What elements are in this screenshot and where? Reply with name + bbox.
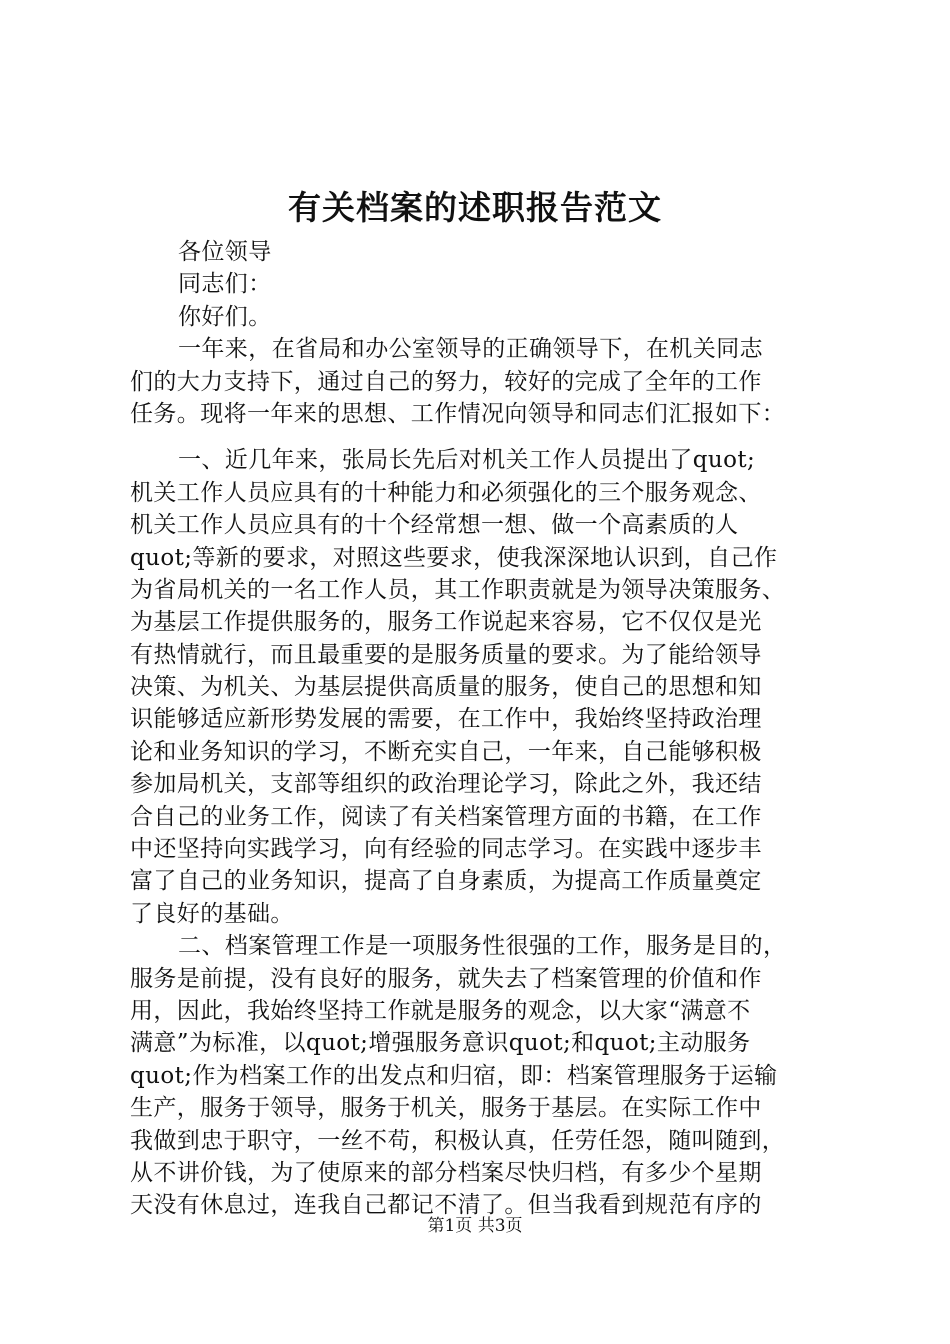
- section-one-line: quot;等新的要求，对照这些要求，使我深深地认识到，自己作: [130, 544, 778, 571]
- section-one-line: 为基层工作提供服务的，服务工作说起来容易，它不仅仅是光: [130, 609, 762, 636]
- section-two-line: quot;作为档案工作的出发点和归宿，即：档案管理服务于运输: [130, 1062, 778, 1089]
- section-two-line: 从不讲价钱，为了使原来的部分档案尽快归档，有多少个星期: [130, 1159, 762, 1186]
- section-two-line: 服务是前提，没有良好的服务，就失去了档案管理的价值和作: [130, 965, 762, 992]
- salutation-leaders: 各位领导: [178, 239, 272, 265]
- section-one-line: 机关工作人员应具有的十种能力和必须强化的三个服务观念、: [130, 479, 762, 506]
- salutation-comrades: 同志们：: [178, 271, 272, 298]
- section-two-line: 用，因此，我始终坚持工作就是服务的观念，以大家“满意不: [130, 997, 751, 1024]
- section-two-line: 天没有休息过，连我自己都记不清了。但当我看到规范有序的: [130, 1192, 762, 1219]
- intro-line: 们的大力支持下，通过自己的努力，较好的完成了全年的工作: [130, 368, 762, 395]
- section-one-line: 机关工作人员应具有的十个经常想一想、做一个高素质的人: [130, 512, 739, 539]
- section-one-line: 富了自己的业务知识，提高了自身素质，为提高工作质量奠定: [130, 868, 762, 895]
- section-one-line: 识能够适应新形势发展的需要，在工作中，我始终坚持政治理: [130, 706, 762, 733]
- section-one-line: 决策、为机关、为基层提供高质量的服务，使自己的思想和知: [130, 674, 762, 701]
- section-one-line: 论和业务知识的学习，不断充实自己，一年来，自己能够积极: [130, 738, 762, 765]
- document-body: [130, 236, 830, 1222]
- page-footer: 第1页 共3页: [427, 1216, 523, 1236]
- greeting: 你好们。: [178, 303, 272, 330]
- section-two-line: 生产，服务于领导，服务于机关，服务于基层。在实际工作中: [130, 1095, 762, 1122]
- section-one-line: 中还坚持向实践学习，向有经验的同志学习。在实践中逐步丰: [130, 836, 762, 863]
- intro-line: 任务。现将一年来的思想、工作情况向领导和同志们汇报如下：: [130, 400, 786, 427]
- paragraph-gap: [130, 430, 830, 444]
- section-one-line: 合自己的业务工作，阅读了有关档案管理方面的书籍，在工作: [130, 803, 762, 830]
- section-one-line: 一、近几年来，张局长先后对机关工作人员提出了quot;: [178, 447, 756, 474]
- section-two-line: 二、档案管理工作是一项服务性很强的工作，服务是目的，: [178, 933, 787, 960]
- section-one-line: 为省局机关的一名工作人员，其工作职责就是为领导决策服务、: [130, 576, 786, 603]
- section-two-line: 满意”为标准，以quot;增强服务意识quot;和quot;主动服务: [130, 1030, 751, 1057]
- section-two-line: 我做到忠于职守，一丝不苟，积极认真，任劳任怨，随叫随到，: [130, 1127, 786, 1154]
- section-one-line: 参加局机关，支部等组织的政治理论学习，除此之外，我还结: [130, 771, 762, 798]
- section-one-line: 有热情就行，而且最重要的是服务质量的要求。为了能给领导: [130, 641, 762, 668]
- document-title: 有关档案的述职报告范文: [288, 188, 662, 227]
- intro-line: 一年来，在省局和办公室领导的正确领导下，在机关同志: [178, 336, 763, 363]
- section-one-line: 了良好的基础。: [130, 900, 294, 927]
